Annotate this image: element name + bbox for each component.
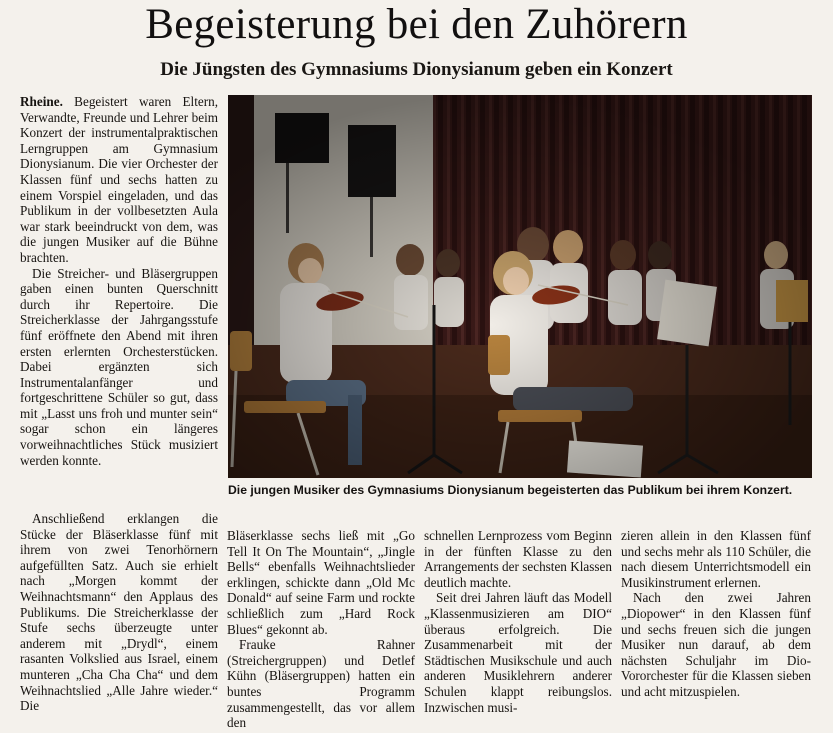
article-column-4 bbox=[621, 528, 811, 700]
dateline: Rheine. bbox=[20, 94, 63, 109]
article-column-3 bbox=[424, 528, 612, 715]
paragraph: Nach den zwei Jahren „Diopower“ in den Klassen fünf und sechs freuen sich die jungen Musiker nun darauf, ab dem nächsten Schuljahr im Dio-Vororchester für die Klassen sieben und acht mitzuspielen. bbox=[621, 590, 811, 699]
paragraph bbox=[20, 94, 218, 266]
paragraph: Seit drei Jahren läuft das Modell „Klassenmusizieren am DIO“ überaus erfolgreich. Die Zusammenarbeit mit der Städtischen Musikschule und auch anderen Musiklehrern anderer Schulen klappt reibungslos. Inzwischen musi- bbox=[424, 590, 612, 715]
concert-photo-drawing bbox=[228, 95, 812, 478]
article-column-1-bottom bbox=[20, 511, 218, 714]
paragraph: Bläserklasse sechs ließ mit „Go Tell It On The Mountain“, „Jingle Bells“ ebenfalls Weihnachtslieder erklingen, schickte dann „Old Mc Donald“ auf seine Farm und rockte schließlich zum „Hard Rock Blues“ gekonnt ab. bbox=[227, 528, 415, 637]
paragraph: zieren allein in den Klassen fünf und sechs mehr als 110 Schüler, die nach diesem Unterrichtsmodell ein Musikinstrument erlernen. bbox=[621, 528, 811, 590]
paragraph: Anschließend erklangen die Stücke der Bläserklasse fünf mit ihrem von zwei Tenorhörnern aufgefüllten Satz. Auch sie erhielt nach „Morgen kommt der Weihnachtsmann“ den Applaus des Publikums. Die Streicherklasse der Stufe sechs überzeugte unter anderem mit „Drydl“, einem rasanten Volkslied aus Israel, einem munteren „Cha Cha Cha“ und dem Weihnachtslied „Alle Jahre wieder.“ Die bbox=[20, 511, 218, 714]
concert-photo bbox=[228, 95, 812, 478]
article-column-1 bbox=[20, 94, 218, 468]
article-column-2 bbox=[227, 528, 415, 731]
paragraph: Frauke Rahner (Streichergruppen) und Detlef Kühn (Bläsergruppen) hatten ein buntes Programm zusammengestellt, das vor allem den bbox=[227, 637, 415, 731]
headline: Begeisterung bei den Zuhörern bbox=[145, 1, 688, 48]
subheadline: Die Jüngsten des Gymnasiums Dionysianum geben ein Konzert bbox=[160, 59, 673, 80]
photo-caption: Die jungen Musiker des Gymnasiums Dionysianum begeisterten das Publikum bei ihrem Konzert. bbox=[228, 483, 793, 497]
paragraph: schnellen Lernprozess vom Beginn in der fünften Klasse zu den Arrangements der sechsten Klassen deutlich machte. bbox=[424, 528, 612, 590]
paragraph: Die Streicher- und Bläsergruppen gaben einen bunten Querschnitt durch ihr Repertoire. Die Streicherklasse der Jahrgangsstufe fünf eröffnete den Abend mit ihren ersten erlernten Orchesterstücken. Dabei ergänzten sich Instrumentalanfänger und fortgeschrittene Schüler so gut, dass mit „Lasst uns froh und munter sein“ sogar schon ein längeres vorweihnachtliches Stück musiziert werden konnte. bbox=[20, 265, 218, 468]
paragraph-text: Begeistert waren Eltern, Verwandte, Freunde und Lehrer beim Konzert der instrumentalpraktischen Lerngruppen am Gymnasium Dionysianum. Die vier Orchester der Klassen fünf und sechs hatten zu einem Vorspiel eingeladen, und das Publikum in der vollbesetzten Aula war stark beeindruckt von dem, was die jungen Musiker auf die Bühne brachten. bbox=[20, 94, 218, 265]
